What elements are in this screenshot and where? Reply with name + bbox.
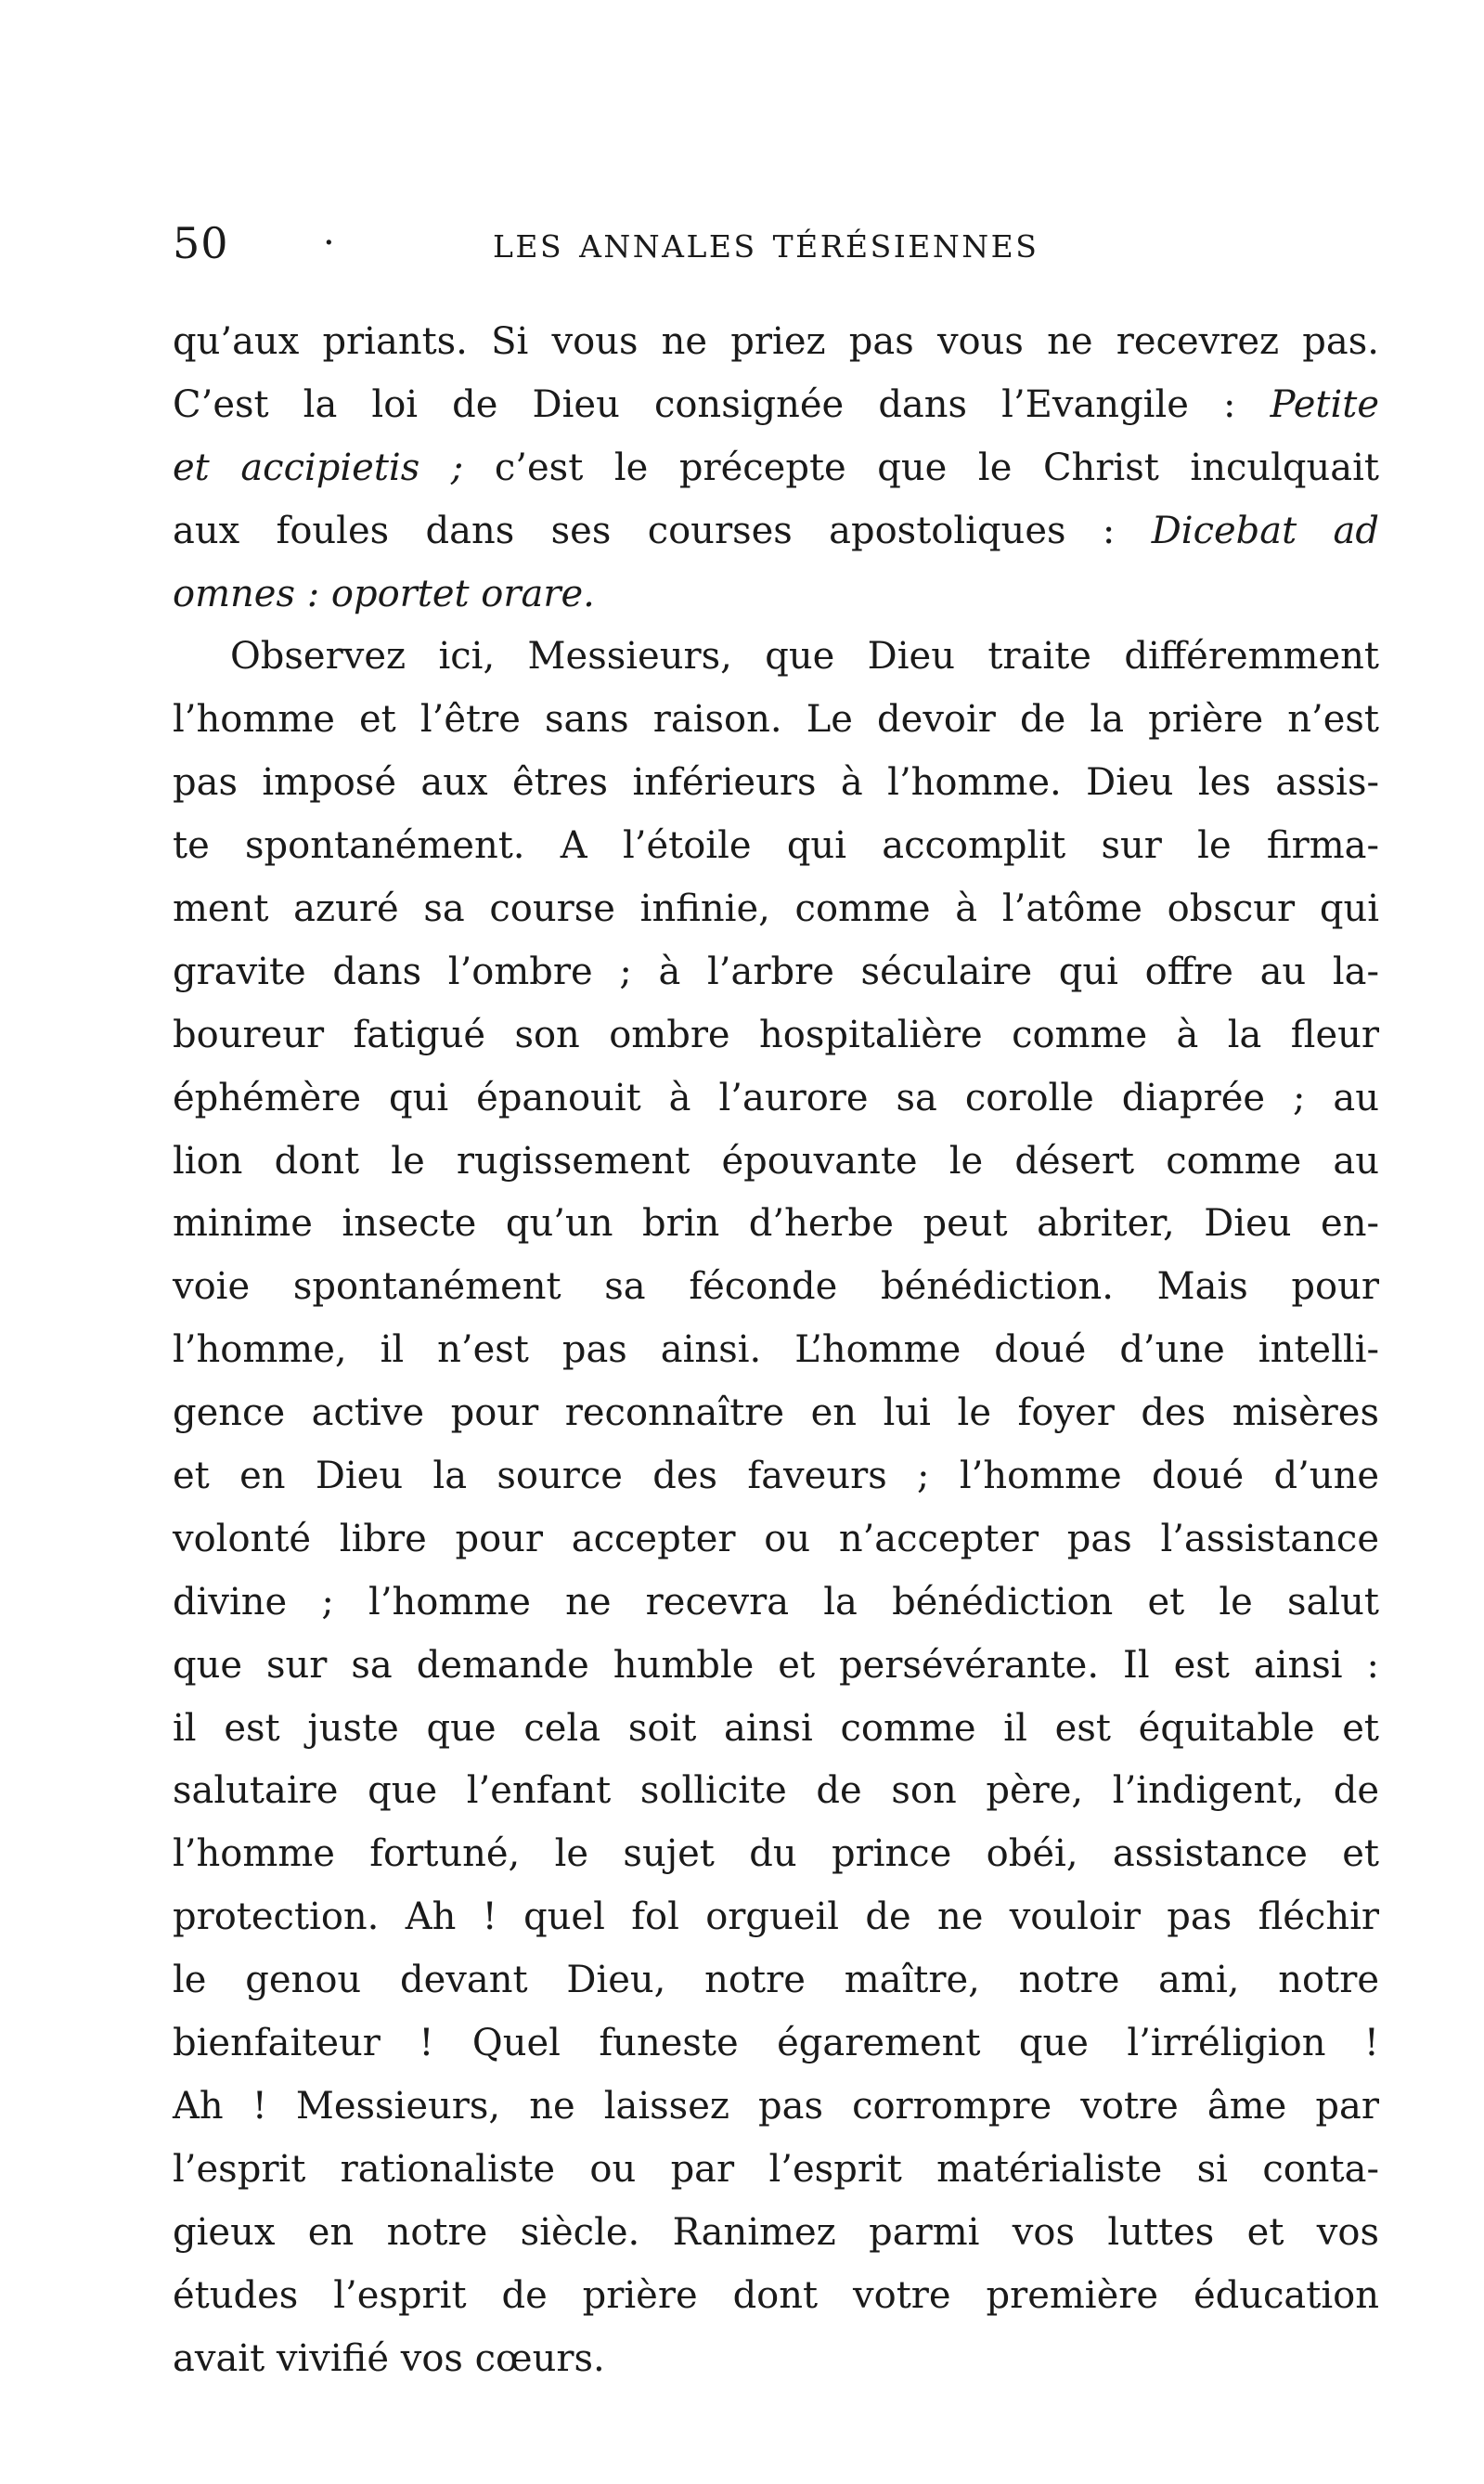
text-line [173, 1382, 1379, 1445]
page-number: 50 [173, 218, 229, 268]
text-line [173, 437, 1379, 500]
text-segment: l’homme et l’être sans raison. Le devoir de la prière n’est [173, 698, 1379, 742]
text-segment: voie spontanément sa féconde bénédiction. Mais pour [173, 1265, 1379, 1309]
text-line [173, 2265, 1379, 2328]
text-segment: C’est la loi de Dieu consignée dans l’Evangile : [173, 382, 1271, 426]
text-segment: divine ; l’homme ne recevra la bénédiction et le salut [173, 1580, 1379, 1624]
text-line [173, 1886, 1379, 1949]
text-segment: avait vivifié vos cœurs. [173, 2336, 605, 2380]
italic-text-segment: omnes : oportet orare. [173, 572, 595, 615]
text-line [173, 1572, 1379, 1635]
page-header [173, 215, 1379, 271]
body-text [173, 311, 1379, 2390]
text-segment: Observez ici, Messieurs, que Dieu traite différemment [230, 635, 1379, 679]
text-segment: protection. Ah ! quel fol orgueil de ne vouloir pas fléchir [173, 1895, 1379, 1939]
text-segment: te spontanément. A l’étoile qui accomplit sur le firma- [173, 824, 1379, 868]
text-line [173, 374, 1379, 437]
text-line [173, 2012, 1379, 2076]
text-segment: éphémère qui épanouit à l’aurore sa corolle diaprée ; au [173, 1076, 1379, 1119]
text-segment: études l’esprit de prière dont votre première éducation [173, 2273, 1379, 2317]
text-line [173, 1067, 1379, 1131]
text-segment: boureur fatigué son ombre hospitalière comme à la fleur [173, 1013, 1379, 1056]
running-title: LES ANNALES TÉRÉSIENNES [493, 228, 1039, 265]
text-segment: salutaire que l’enfant sollicite de son père, l’indigent, de [173, 1769, 1379, 1813]
text-line [173, 1508, 1379, 1572]
text-line [173, 2202, 1379, 2265]
text-line [173, 1193, 1379, 1256]
text-line [173, 2328, 1379, 2391]
text-line [173, 2076, 1379, 2139]
text-line [173, 1698, 1379, 1761]
text-line [173, 1256, 1379, 1319]
text-segment: l’homme fortuné, le sujet du prince obéi, assistance et [173, 1832, 1379, 1876]
text-line [173, 1445, 1379, 1508]
text-segment: qu’aux priants. Si vous ne priez pas vous ne recevrez pas. [173, 320, 1379, 363]
text-segment: volonté libre pour accepter ou n’accepter pas l’assistance [173, 1517, 1379, 1560]
text-line [173, 500, 1379, 563]
text-segment: minime insecte qu’un brin d’herbe peut abriter, Dieu en- [173, 1202, 1379, 1246]
text-line [173, 311, 1379, 374]
text-segment: pas imposé aux êtres inférieurs à l’homme. Dieu les assis- [173, 761, 1379, 805]
text-segment: Ah ! Messieurs, ne laissez pas corrompre votre âme par [173, 2084, 1379, 2128]
text-segment: l’esprit rationaliste ou par l’esprit matérialiste si conta- [173, 2147, 1379, 2191]
text-segment: ment azuré sa course infinie, comme à l’atôme obscur qui [173, 887, 1379, 931]
text-line [173, 752, 1379, 815]
text-segment: et en Dieu la source des faveurs ; l’homme doué d’une [173, 1455, 1379, 1498]
italic-text-segment: Dicebat ad [1151, 509, 1379, 552]
text-segment: l’homme, il n’est pas ainsi. L’homme doué d’une intelli- [173, 1328, 1379, 1372]
text-line [173, 2139, 1379, 2202]
text-line [173, 1823, 1379, 1886]
text-line [173, 1131, 1379, 1194]
text-segment: c’est le précepte que le Christ inculquait [463, 446, 1380, 489]
text-segment: gieux en notre siècle. Ranimez parmi vos luttes et vos [173, 2210, 1379, 2254]
text-line [173, 1319, 1379, 1382]
text-segment: bienfaiteur ! Quel funeste égarement que l’irréligion ! [173, 2022, 1379, 2065]
text-line [173, 815, 1379, 878]
text-segment: le genou devant Dieu, notre maître, notre ami, notre [173, 1959, 1379, 2002]
text-line [173, 1635, 1379, 1698]
text-line [173, 1004, 1379, 1067]
text-segment: que sur sa demande humble et persévérante. Il est ainsi : [173, 1643, 1379, 1687]
text-segment: aux foules dans ses courses apostoliques : [173, 509, 1152, 552]
text-line [173, 1949, 1379, 2012]
text-line [173, 941, 1379, 1004]
italic-text-segment: Petite [1270, 382, 1379, 426]
italic-text-segment: et accipietis ; [173, 446, 464, 489]
text-line [173, 878, 1379, 941]
text-segment: gence active pour reconnaître en lui le foyer des misères [173, 1391, 1379, 1435]
header-separator: · [323, 222, 335, 265]
text-segment: il est juste que cela soit ainsi comme il est équitable et [173, 1706, 1379, 1750]
text-segment: gravite dans l’ombre ; à l’arbre séculaire qui offre au la- [173, 950, 1379, 993]
text-line [173, 626, 1379, 689]
text-line [173, 563, 1379, 627]
text-line [173, 689, 1379, 752]
text-segment: lion dont le rugissement épouvante le désert comme au [173, 1139, 1379, 1183]
text-line [173, 1760, 1379, 1823]
